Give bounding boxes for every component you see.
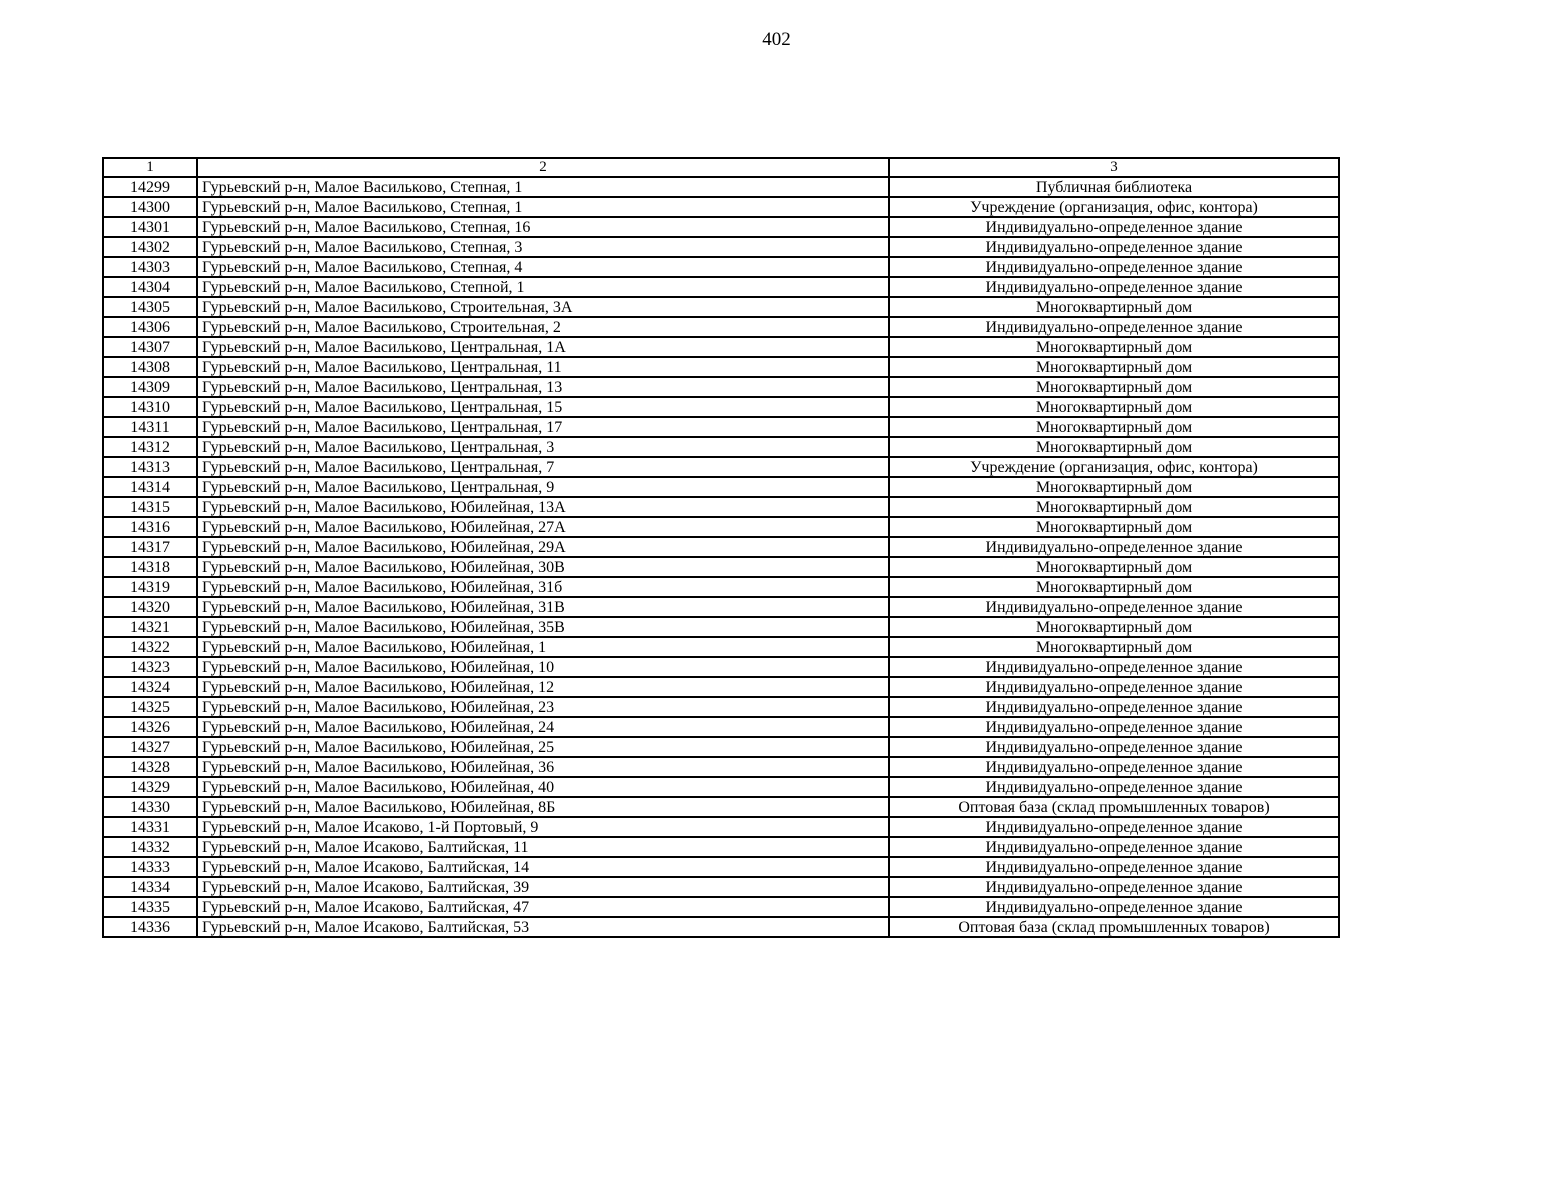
row-type-cell: Учреждение (организация, офис, контора) — [889, 457, 1339, 477]
table-row — [103, 437, 1339, 457]
row-address-cell: Гурьевский р-н, Малое Исаково, Балтийская, 47 — [197, 897, 889, 917]
row-address-cell: Гурьевский р-н, Малое Исаково, Балтийская, 14 — [197, 857, 889, 877]
row-id-cell: 14324 — [103, 677, 197, 697]
row-id-cell: 14315 — [103, 497, 197, 517]
row-id-cell: 14327 — [103, 737, 197, 757]
table-row — [103, 917, 1339, 937]
row-type-cell: Многоквартирный дом — [889, 557, 1339, 577]
row-type-cell: Многоквартирный дом — [889, 477, 1339, 497]
row-id-cell: 14325 — [103, 697, 197, 717]
row-address-cell: Гурьевский р-н, Малое Васильково, Юбилейная, 24 — [197, 717, 889, 737]
table-row — [103, 797, 1339, 817]
row-type-cell: Индивидуально-определенное здание — [889, 697, 1339, 717]
row-address-cell: Гурьевский р-н, Малое Васильково, Строительная, 2 — [197, 317, 889, 337]
row-address-cell: Гурьевский р-н, Малое Исаково, Балтийская, 39 — [197, 877, 889, 897]
table-row — [103, 377, 1339, 397]
row-address-cell: Гурьевский р-н, Малое Васильково, Центральная, 9 — [197, 477, 889, 497]
row-address-cell: Гурьевский р-н, Малое Васильково, Юбилейная, 1 — [197, 637, 889, 657]
row-address-cell: Гурьевский р-н, Малое Васильково, Центральная, 17 — [197, 417, 889, 437]
row-type-cell: Индивидуально-определенное здание — [889, 817, 1339, 837]
table-row — [103, 477, 1339, 497]
table-row — [103, 577, 1339, 597]
row-type-cell: Индивидуально-определенное здание — [889, 657, 1339, 677]
row-type-cell: Индивидуально-определенное здание — [889, 757, 1339, 777]
row-type-cell: Учреждение (организация, офис, контора) — [889, 197, 1339, 217]
row-address-cell: Гурьевский р-н, Малое Васильково, Центральная, 1А — [197, 337, 889, 357]
row-id-cell: 14301 — [103, 217, 197, 237]
page-number: 402 — [762, 29, 791, 50]
table-row — [103, 837, 1339, 857]
column-header-3: 3 — [889, 158, 1339, 177]
table-row — [103, 657, 1339, 677]
table-row — [103, 417, 1339, 437]
row-type-cell: Многоквартирный дом — [889, 357, 1339, 377]
row-address-cell: Гурьевский р-н, Малое Васильково, Степная, 4 — [197, 257, 889, 277]
row-address-cell: Гурьевский р-н, Малое Васильково, Степная, 3 — [197, 237, 889, 257]
row-type-cell: Индивидуально-определенное здание — [889, 857, 1339, 877]
table-row — [103, 597, 1339, 617]
row-address-cell: Гурьевский р-н, Малое Васильково, Степная, 1 — [197, 197, 889, 217]
row-address-cell: Гурьевский р-н, Малое Васильково, Юбилейная, 27А — [197, 517, 889, 537]
row-id-cell: 14322 — [103, 637, 197, 657]
row-type-cell: Индивидуально-определенное здание — [889, 877, 1339, 897]
row-address-cell: Гурьевский р-н, Малое Васильково, Центральная, 11 — [197, 357, 889, 377]
table-row — [103, 817, 1339, 837]
row-address-cell: Гурьевский р-н, Малое Васильково, Юбилейная, 35В — [197, 617, 889, 637]
row-type-cell: Индивидуально-определенное здание — [889, 777, 1339, 797]
table-row — [103, 177, 1339, 197]
row-id-cell: 14329 — [103, 777, 197, 797]
row-address-cell: Гурьевский р-н, Малое Васильково, Степной, 1 — [197, 277, 889, 297]
table-row — [103, 637, 1339, 657]
table-row — [103, 337, 1339, 357]
row-id-cell: 14313 — [103, 457, 197, 477]
row-id-cell: 14326 — [103, 717, 197, 737]
row-address-cell: Гурьевский р-н, Малое Васильково, Юбилейная, 31В — [197, 597, 889, 617]
row-id-cell: 14302 — [103, 237, 197, 257]
table-row — [103, 277, 1339, 297]
row-id-cell: 14311 — [103, 417, 197, 437]
row-id-cell: 14332 — [103, 837, 197, 857]
row-id-cell: 14317 — [103, 537, 197, 557]
table-row — [103, 877, 1339, 897]
row-id-cell: 14307 — [103, 337, 197, 357]
table-row — [103, 777, 1339, 797]
row-address-cell: Гурьевский р-н, Малое Васильково, Юбилейная, 40 — [197, 777, 889, 797]
row-type-cell: Индивидуально-определенное здание — [889, 257, 1339, 277]
table-row — [103, 317, 1339, 337]
table-row — [103, 717, 1339, 737]
row-address-cell: Гурьевский р-н, Малое Исаково, Балтийская, 11 — [197, 837, 889, 857]
row-type-cell: Многоквартирный дом — [889, 377, 1339, 397]
row-address-cell: Гурьевский р-н, Малое Васильково, Юбилейная, 29А — [197, 537, 889, 557]
row-type-cell: Оптовая база (склад промышленных товаров) — [889, 797, 1339, 817]
row-type-cell: Индивидуально-определенное здание — [889, 737, 1339, 757]
row-id-cell: 14305 — [103, 297, 197, 317]
table-row — [103, 357, 1339, 377]
row-type-cell: Многоквартирный дом — [889, 297, 1339, 317]
table-row — [103, 497, 1339, 517]
row-address-cell: Гурьевский р-н, Малое Васильково, Центральная, 3 — [197, 437, 889, 457]
row-type-cell: Многоквартирный дом — [889, 397, 1339, 417]
row-id-cell: 14333 — [103, 857, 197, 877]
row-id-cell: 14336 — [103, 917, 197, 937]
row-id-cell: 14299 — [103, 177, 197, 197]
row-address-cell: Гурьевский р-н, Малое Васильково, Степная, 16 — [197, 217, 889, 237]
row-address-cell: Гурьевский р-н, Малое Васильково, Юбилейная, 31б — [197, 577, 889, 597]
row-type-cell: Многоквартирный дом — [889, 517, 1339, 537]
row-address-cell: Гурьевский р-н, Малое Исаково, Балтийская, 53 — [197, 917, 889, 937]
table-row — [103, 617, 1339, 637]
row-address-cell: Гурьевский р-н, Малое Васильково, Юбилейная, 23 — [197, 697, 889, 717]
row-type-cell: Индивидуально-определенное здание — [889, 897, 1339, 917]
row-address-cell: Гурьевский р-н, Малое Васильково, Юбилейная, 25 — [197, 737, 889, 757]
row-type-cell: Многоквартирный дом — [889, 337, 1339, 357]
table-row — [103, 297, 1339, 317]
table-row — [103, 457, 1339, 477]
row-id-cell: 14316 — [103, 517, 197, 537]
table-row — [103, 697, 1339, 717]
row-address-cell: Гурьевский р-н, Малое Васильково, Юбилейная, 36 — [197, 757, 889, 777]
row-type-cell: Индивидуально-определенное здание — [889, 317, 1339, 337]
row-id-cell: 14314 — [103, 477, 197, 497]
row-address-cell: Гурьевский р-н, Малое Васильково, Степная, 1 — [197, 177, 889, 197]
row-type-cell: Многоквартирный дом — [889, 497, 1339, 517]
row-id-cell: 14331 — [103, 817, 197, 837]
row-type-cell: Индивидуально-определенное здание — [889, 717, 1339, 737]
row-id-cell: 14320 — [103, 597, 197, 617]
row-id-cell: 14308 — [103, 357, 197, 377]
row-address-cell: Гурьевский р-н, Малое Васильково, Юбилейная, 8Б — [197, 797, 889, 817]
row-id-cell: 14304 — [103, 277, 197, 297]
row-id-cell: 14318 — [103, 557, 197, 577]
table-row — [103, 217, 1339, 237]
table-row — [103, 677, 1339, 697]
registry-table — [102, 157, 1340, 938]
table-row — [103, 737, 1339, 757]
row-address-cell: Гурьевский р-н, Малое Васильково, Юбилейная, 10 — [197, 657, 889, 677]
registry-table-body — [103, 158, 1339, 937]
row-address-cell: Гурьевский р-н, Малое Васильково, Центральная, 13 — [197, 377, 889, 397]
table-row — [103, 537, 1339, 557]
row-id-cell: 14323 — [103, 657, 197, 677]
row-id-cell: 14312 — [103, 437, 197, 457]
row-id-cell: 14303 — [103, 257, 197, 277]
row-id-cell: 14310 — [103, 397, 197, 417]
table-header-row — [103, 158, 1339, 177]
row-address-cell: Гурьевский р-н, Малое Васильково, Центральная, 15 — [197, 397, 889, 417]
row-id-cell: 14309 — [103, 377, 197, 397]
row-type-cell: Индивидуально-определенное здание — [889, 837, 1339, 857]
row-id-cell: 14330 — [103, 797, 197, 817]
row-id-cell: 14335 — [103, 897, 197, 917]
row-type-cell: Индивидуально-определенное здание — [889, 597, 1339, 617]
table-row — [103, 757, 1339, 777]
row-id-cell: 14306 — [103, 317, 197, 337]
row-type-cell: Индивидуально-определенное здание — [889, 217, 1339, 237]
row-address-cell: Гурьевский р-н, Малое Васильково, Юбилейная, 30В — [197, 557, 889, 577]
table-row — [103, 517, 1339, 537]
table-row — [103, 397, 1339, 417]
row-id-cell: 14300 — [103, 197, 197, 217]
row-type-cell: Оптовая база (склад промышленных товаров) — [889, 917, 1339, 937]
row-type-cell: Индивидуально-определенное здание — [889, 237, 1339, 257]
row-address-cell: Гурьевский р-н, Малое Васильково, Строительная, 3А — [197, 297, 889, 317]
row-type-cell: Индивидуально-определенное здание — [889, 537, 1339, 557]
row-type-cell: Многоквартирный дом — [889, 577, 1339, 597]
row-id-cell: 14321 — [103, 617, 197, 637]
row-address-cell: Гурьевский р-н, Малое Исаково, 1-й Портовый, 9 — [197, 817, 889, 837]
row-address-cell: Гурьевский р-н, Малое Васильково, Юбилейная, 12 — [197, 677, 889, 697]
table-row — [103, 257, 1339, 277]
table-row — [103, 897, 1339, 917]
row-id-cell: 14328 — [103, 757, 197, 777]
table-row — [103, 237, 1339, 257]
column-header-1: 1 — [103, 158, 197, 177]
row-type-cell: Индивидуально-определенное здание — [889, 277, 1339, 297]
row-type-cell: Публичная библиотека — [889, 177, 1339, 197]
table-row — [103, 197, 1339, 217]
row-type-cell: Многоквартирный дом — [889, 417, 1339, 437]
row-address-cell: Гурьевский р-н, Малое Васильково, Центральная, 7 — [197, 457, 889, 477]
row-id-cell: 14319 — [103, 577, 197, 597]
row-type-cell: Многоквартирный дом — [889, 617, 1339, 637]
table-row — [103, 557, 1339, 577]
row-type-cell: Многоквартирный дом — [889, 437, 1339, 457]
column-header-2: 2 — [197, 158, 889, 177]
row-type-cell: Многоквартирный дом — [889, 637, 1339, 657]
row-id-cell: 14334 — [103, 877, 197, 897]
table-row — [103, 857, 1339, 877]
row-address-cell: Гурьевский р-н, Малое Васильково, Юбилейная, 13А — [197, 497, 889, 517]
row-type-cell: Индивидуально-определенное здание — [889, 677, 1339, 697]
